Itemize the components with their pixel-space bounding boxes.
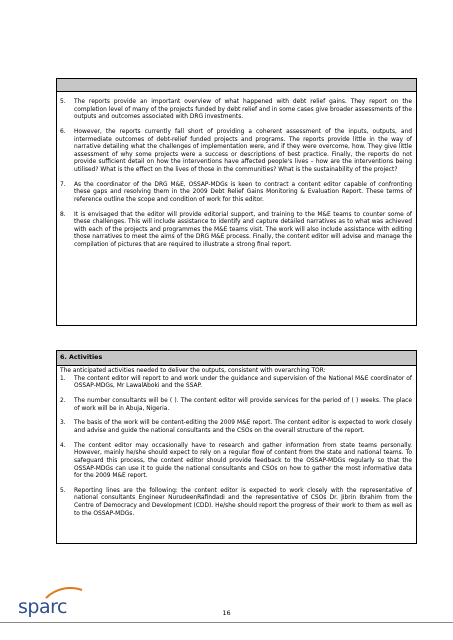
item-text: It is envisaged that the editor will provide editorial support, and training to the M&E teams to counter some of these challenges. This will include assistance to identify and capture detailed narratives as to what was achieved with each of the projects and programmes the M&E teams visit. The work will also include assistance with editing those narratives to meet the aims of the DRG M&E process. Finally, the content editor will advise and manage the compilation of pictures that are required to illustrate a strong final report. (74, 211, 412, 249)
item-text: The content editor will report to and work under the guidance and supervision of the National M&E coordinator of OSSAP-MDGs, Mr LawalAboki and the SSAP. (74, 375, 412, 390)
item-number: 6. (60, 128, 66, 135)
item-number: 7. (60, 181, 66, 188)
list-item (60, 398, 412, 413)
item-text: Reporting lines are the following: the content editor is expected to work closely with the representative of national consultants Engineer NurudeenRafindadi and the representative of CSOs Dr. Jibrin Ibrahim from the Centre of Democracy and Development (CDD). He/she should report the progress of their work to them as well as to the OSSAP-MDGs. (74, 487, 412, 517)
item-number: 5. (60, 487, 66, 494)
item-number: 5. (60, 99, 66, 105)
item-number: 4. (60, 442, 66, 449)
section-header-bar (57, 79, 416, 92)
list-item (60, 376, 412, 391)
section-title: 6. Activities (57, 351, 416, 366)
item-text: The basis of the work will be content-editing the 2009 M&E report. The content editor is expected to work closely and advise and guide the national consultants and the CSOs on the overall structure of the report. (74, 420, 412, 434)
list-item (60, 182, 412, 205)
item-text: As the coordinator of the DRG M&E, OSSAP-MDGs is keen to contract a content editor capable of confronting these gaps and resolving them in the 2009 Debt Relief Gains Monitoring & Evaluation Report. These terms of reference outline the scope and condition of work for this editor. (74, 181, 412, 203)
background-section-box (56, 78, 417, 326)
sparc-logo: sparc (18, 596, 67, 618)
page-number: 16 (222, 609, 231, 617)
list-item (60, 420, 412, 435)
item-number: 2. (60, 397, 66, 404)
item-number: 8. (60, 211, 66, 218)
activities-list (57, 376, 416, 519)
item-text: The number consultants will be ( ). The content editor will provide services for the period of ( ) weeks. The place of work will be in Abuja, Nigeria. (74, 397, 412, 412)
list-item (60, 212, 412, 250)
list-item (60, 99, 412, 122)
list-item (60, 488, 412, 518)
item-number: 1. (60, 375, 66, 382)
list-item (60, 129, 412, 175)
item-text: However, the reports currently fall short of providing a coherent assessment of the inputs, outputs, and intermediate outcomes of debt-relief funded projects and programs. The reports provide little in the way of narrative detailing what the challenges of implementation were, and if they were overcome, how. They give little assessment of why some projects were a success or descriptions of best practice. Finally, the reports do not provide sufficient detail on how the interventions have affected people's lives – how are the interventions being utilised? What is the effect on the lives of those in the communities? What is the sustainability of the project? (74, 128, 412, 173)
item-text: The reports provide an important overview of what happened with debt relief gains. They report on the completion level of many of the projects funded by debt relief and in some cases give broader assessments of the outputs and outcomes associated with DRG investments. (74, 99, 412, 121)
footer-divider (0, 622, 453, 623)
section-intro: The anticipated activities needed to deliver the outputs, consistent with overarching TOR: (60, 368, 326, 374)
item-number: 3. (60, 420, 66, 427)
list-item (60, 443, 412, 481)
activities-section-box (56, 350, 417, 544)
item-text: The content editor may occasionally have to research and gather information from state teams personally. However, mainly he/she should expect to rely on a regular flow of content from the state and national teams. To safeguard this process, the content editor should provide feedback to the OSSAP-MDGs regularly so that the OSSAP-MDGs can use it to guide the national consultants and CSOs on how to gather the most informative data for the 2009 M&E report. (74, 442, 412, 480)
numbered-list (57, 92, 416, 250)
